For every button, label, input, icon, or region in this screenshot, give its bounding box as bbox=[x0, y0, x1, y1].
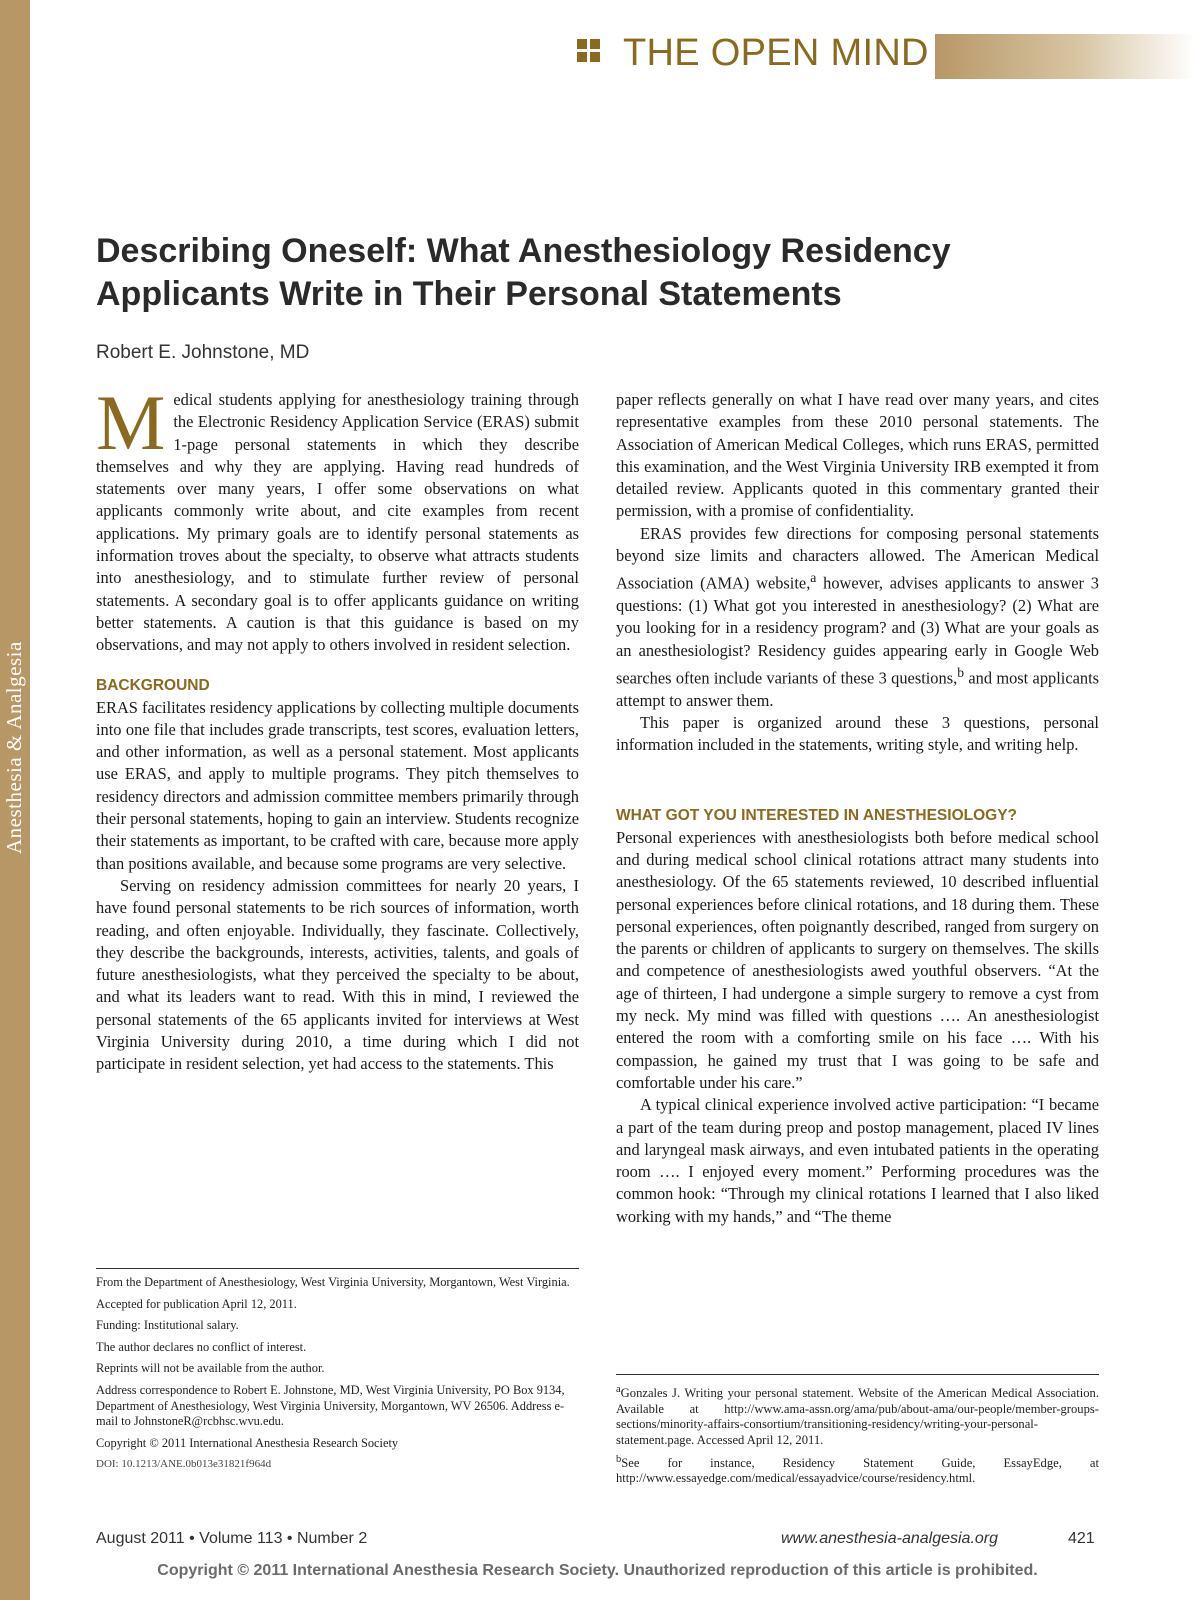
copyright-notice: Copyright © 2011 International Anesthesia Research Society. Unauthorized reproduction of this article is prohibited. bbox=[157, 1562, 1038, 1579]
interest-heading: WHAT GOT YOU INTERESTED IN ANESTHESIOLOGY? bbox=[616, 806, 1018, 824]
footnote-ref-b[interactable]: b bbox=[957, 665, 965, 681]
affiliation-rule bbox=[96, 1268, 579, 1269]
journal-side-title: Anesthesia & Analgesia bbox=[2, 641, 26, 855]
page-number: 421 bbox=[1068, 1530, 1095, 1547]
interest-paragraph-2: A typical clinical experience involved active participation: “I became a part of the team during preop and postop management, placed IV lines and laryngeal mask airways, and even intubated patients in the operating room …. I enjoyed every moment.” Performing procedures was the common hook: “Through my clinical rotations I learned that I also liked working with my hands,” and “The theme bbox=[616, 1095, 1099, 1226]
intro-paragraph: Medical students applying for anesthesiology training through the Electronic Residency Application Service (ERAS) submit 1-page personal statements in which they describe themselves and why they are applying. Having read hundreds of statements over many years, I offer some observations on what applicants commonly write about, and cite examples from recent applications. My primary goals are to identify personal statements as information troves about the specialty, to observe what attracts students into anesthesiology, and to stimulate further review of personal statements. A secondary goal is to offer applicants guidance on writing better statements. A caution is that this guidance is based on my observations, and may not apply to others involved in resident selection. bbox=[96, 379, 579, 655]
affil-address: Address correspondence to Robert E. Johnstone, MD, West Virginia University, PO Box 9134, Department of Anesthesiology, West Virginia University, Morgantown, WV 26506. Address e-mail to JohnstoneR@rcbhsc.wvu.edu. bbox=[96, 1382, 565, 1429]
article-title: Describing Oneself: What Anesthesiology Residency Applicants Write in Their Personal Statements bbox=[96, 232, 951, 313]
left-column bbox=[96, 379, 579, 1076]
affil-funding: Funding: Institutional salary. bbox=[96, 1318, 239, 1333]
section-title: THE OPEN MIND bbox=[623, 32, 929, 74]
interest-paragraph-1: Personal experiences with anesthesiologists both before medical school and during medical school clinical rotations attract many students into anesthesiology. Of the 65 statements reviewed, 10 described influential personal experiences before clinical rotations, and 18 during them. These personal experiences, often poignantly described, ranged from surgery on the parents or children of applicants to surgery on themselves. The skills and competence of anesthesiologists awed youthful observers. “At the age of thirteen, I had undergone a simple surgery to remove a cyst from my neck. My mind was filled with questions …. An anesthesiologist entered the room with a comforting smile on his face …. With his compassion, he gained my trust that I was going to be safe and comfortable under his care.” bbox=[616, 827, 1099, 1092]
right-paragraph-1: paper reflects generally on what I have read over many years, and cites representative examples from these 2010 personal statements. The Association of American Medical Colleges, which runs ERAS, permitted this examination, and the West Virginia University IRB exempted it from detailed review. Applicants quoted in this commentary granted their permission, with a promise of confidentiality. bbox=[616, 390, 1099, 521]
affiliation-notes bbox=[96, 1275, 579, 1479]
header-gradient-bar bbox=[935, 34, 1195, 79]
footer-url[interactable]: www.anesthesia-analgesia.org bbox=[781, 1530, 999, 1547]
section-squares-icon bbox=[577, 39, 601, 63]
affil-reprints: Reprints will not be available from the author. bbox=[96, 1361, 325, 1376]
right-paragraph-3: This paper is organized around these 3 questions, personal information included in the statements, writing style, and writing help. bbox=[616, 713, 1099, 755]
dropcap: M bbox=[96, 379, 166, 466]
right-column bbox=[616, 389, 1099, 1228]
footnotes bbox=[616, 1382, 1099, 1490]
affil-conflict: The author declares no conflict of interest. bbox=[96, 1339, 307, 1354]
affil-dept: From the Department of Anesthesiology, West Virginia University, Morgantown, West Virginia. bbox=[96, 1275, 570, 1289]
footnote-ref-a[interactable]: a bbox=[810, 570, 817, 586]
right-paragraph-2: ERAS provides few directions for composing personal statements beyond size limits and characters allowed. The American Medical Association (AMA) website,$^a$ however, advises applicants to answer 3 questions: (1) What got you interested in anesthesiology? (2) What are you looking for in a residency program? and (3) What are your goals as an anesthesiologist? Residency guides appearing early in Google Web searches often include variants of these 3 questions,$^b$ and most applicants attempt to answer them. bbox=[616, 523, 1100, 710]
affil-copyright: Copyright © 2011 International Anesthesia Research Society bbox=[96, 1435, 399, 1450]
footnote-a: $^a$Gonzales J. Writing your personal statement. Website of the American Medical Association. Available at http://www.ama-assn.org/ama/pub/about-ama/our-people/member-groups-sections/minority-affairs-consortium/transitioning-residency/writing-your-personal-statement.page. Accessed April 12, 2011. bbox=[616, 1384, 1099, 1447]
footnote-rule bbox=[616, 1374, 1099, 1375]
background-paragraph-1: ERAS facilitates residency applications by collecting multiple documents into one file that includes grade transcripts, test scores, evaluation letters, and other information, as well as a personal statement. Most applicants use ERAS, and apply to multiple programs. They pitch themselves to residency directors and admission committee members primarily through their personal statements, hoping to gain an interview. Students recognize their statements as important, to be crafted with care, because more apply than positions available, and because some programs are very selective. bbox=[96, 697, 579, 873]
footer-issue: August 2011 • Volume 113 • Number 2 bbox=[96, 1530, 368, 1547]
affil-accepted: Accepted for publication April 12, 2011. bbox=[96, 1296, 297, 1311]
article-author: Robert E. Johnstone, MD bbox=[96, 342, 310, 363]
affil-doi[interactable]: DOI: 10.1213/ANE.0b013e31821f964d bbox=[96, 1458, 272, 1471]
background-paragraph-2: Serving on residency admission committees for nearly 20 years, I have found personal statements to be rich sources of information, worth reading, and often enjoyable. Individually, they fascinate. Collectively, they describe the backgrounds, interests, activities, talents, and goals of future anesthesiologists, what they perceived the specialty to be about, and what its leaders want to read. With this in mind, I reviewed the personal statements of the 65 applicants invited for interviews at West Virginia University during 2010, a time during which I did not participate in resident selection, yet had access to the statements. This bbox=[96, 875, 579, 1074]
background-heading: BACKGROUND bbox=[96, 676, 210, 694]
footnote-b: $^b$See for instance, Residency Statement Guide, EssayEdge, at http://www.essayedge.com/medical/essayadvice/course/residency.html. bbox=[616, 1453, 1099, 1486]
